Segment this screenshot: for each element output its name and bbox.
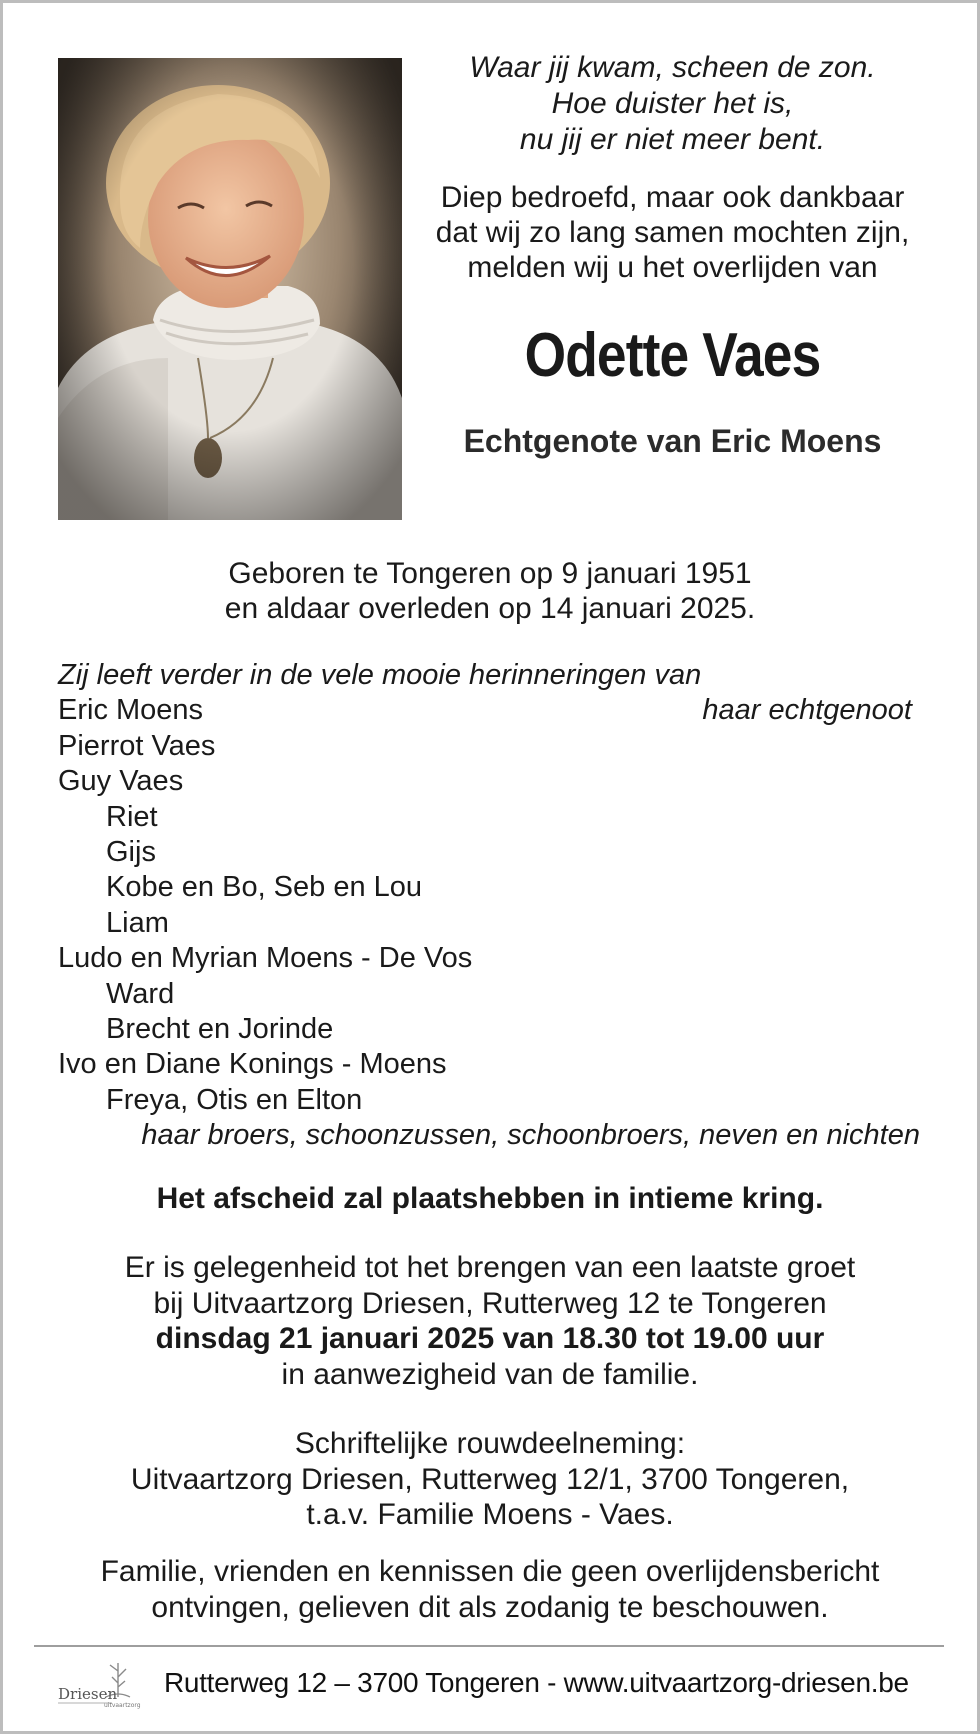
birth-death-info [0, 556, 980, 626]
condolence-address: Uitvaartzorg Driesen, Rutterweg 12/1, 3700 Tongeren, [130, 1462, 850, 1496]
birth-line: Geboren te Tongeren op 9 januari 1951 [228, 557, 752, 590]
farewell-notice: Het afscheid zal plaatshebben in intieme kring. [156, 1182, 824, 1215]
family-list [58, 658, 928, 1153]
family-member [58, 693, 928, 728]
family-member [58, 1047, 928, 1082]
intro-line: Diep bedroefd, maar ook dankbaar [440, 181, 905, 214]
header-text [415, 50, 930, 460]
driesen-logo [58, 1657, 142, 1715]
death-line: en aldaar overleden op 14 januari 2025. [224, 592, 756, 625]
condolence-line: t.a.v. Familie Moens - Vaes. [306, 1498, 674, 1531]
deceased-name: Odette Vaes [524, 321, 821, 390]
family-member [58, 870, 928, 905]
poem-line: nu jij er niet meer bent. [519, 123, 826, 156]
member-name: Gijs [106, 835, 156, 868]
poem [415, 50, 930, 158]
family-member [58, 977, 928, 1012]
visitation-line: in aanwezigheid van de familie. [281, 1357, 699, 1391]
family-member [58, 764, 928, 799]
member-role: haar echtgenoot [702, 694, 912, 727]
family-member [58, 835, 928, 870]
visitation-datetime: dinsdag 21 januari 2025 van 18.30 tot 19.00 uur [155, 1322, 825, 1355]
intro-line: melden wij u het overlijden van [467, 251, 878, 284]
logo-subtext: uitvaartzorg [104, 1702, 141, 1709]
member-name: Ivo en Diane Konings - Moens [58, 1048, 447, 1081]
member-name: Kobe en Bo, Seb en Lou [106, 871, 423, 904]
logo-wordmark: Driesen [58, 1685, 118, 1703]
family-member [58, 729, 928, 764]
footer-address: Rutterweg 12 – 3700 Tongeren - www.uitvaartzorg-driesen.be [164, 1667, 909, 1698]
family-member [58, 1012, 928, 1047]
member-name: Ward [106, 977, 175, 1010]
family-closing: haar broers, schoonzussen, schoonbroers, neven en nichten [141, 1119, 920, 1152]
condolence-line: Schriftelijke rouwdeelneming: [294, 1427, 686, 1460]
poem-line: Waar jij kwam, scheen de zon. [469, 51, 876, 84]
member-name: Liam [106, 906, 169, 939]
visitation-line: Er is gelegenheid tot het brengen van een laatste groet [124, 1251, 856, 1284]
visitation-line: bij Uitvaartzorg Driesen, Rutterweg 12 te Tongeren [153, 1286, 827, 1320]
notice-text [0, 1554, 980, 1625]
notice-line: Familie, vrienden en kennissen die geen overlijdensbericht [100, 1555, 880, 1588]
member-name: Ludo en Myrian Moens - De Vos [58, 942, 473, 975]
intro-line: dat wij zo lang samen mochten zijn, [435, 216, 910, 249]
condolence-info [0, 1426, 980, 1533]
member-name: Guy Vaes [58, 765, 184, 798]
member-name: Brecht en Jorinde [106, 1012, 334, 1045]
portrait-photo [58, 58, 402, 520]
family-closing-row [58, 1118, 928, 1153]
member-name: Pierrot Vaes [58, 729, 216, 762]
family-lead: Zij leeft verder in de vele mooie herinneringen van [58, 659, 702, 691]
family-member [58, 941, 928, 976]
notice-line: ontvingen, gelieven dit als zodanig te beschouwen. [151, 1590, 829, 1624]
poem-line: Hoe duister het is, [551, 87, 794, 120]
family-member [58, 1083, 928, 1118]
family-member [58, 906, 928, 941]
member-name: Riet [106, 800, 158, 833]
portrait-illustration [58, 58, 402, 520]
family-member [58, 800, 928, 835]
visitation-info [0, 1250, 980, 1392]
member-name: Eric Moens [58, 694, 204, 727]
member-name: Freya, Otis en Elton [106, 1083, 363, 1116]
intro-text [415, 180, 930, 285]
footer-divider [34, 1645, 944, 1647]
spouse-line: Echtgenote van Eric Moens [463, 423, 882, 459]
footer [58, 1655, 928, 1715]
